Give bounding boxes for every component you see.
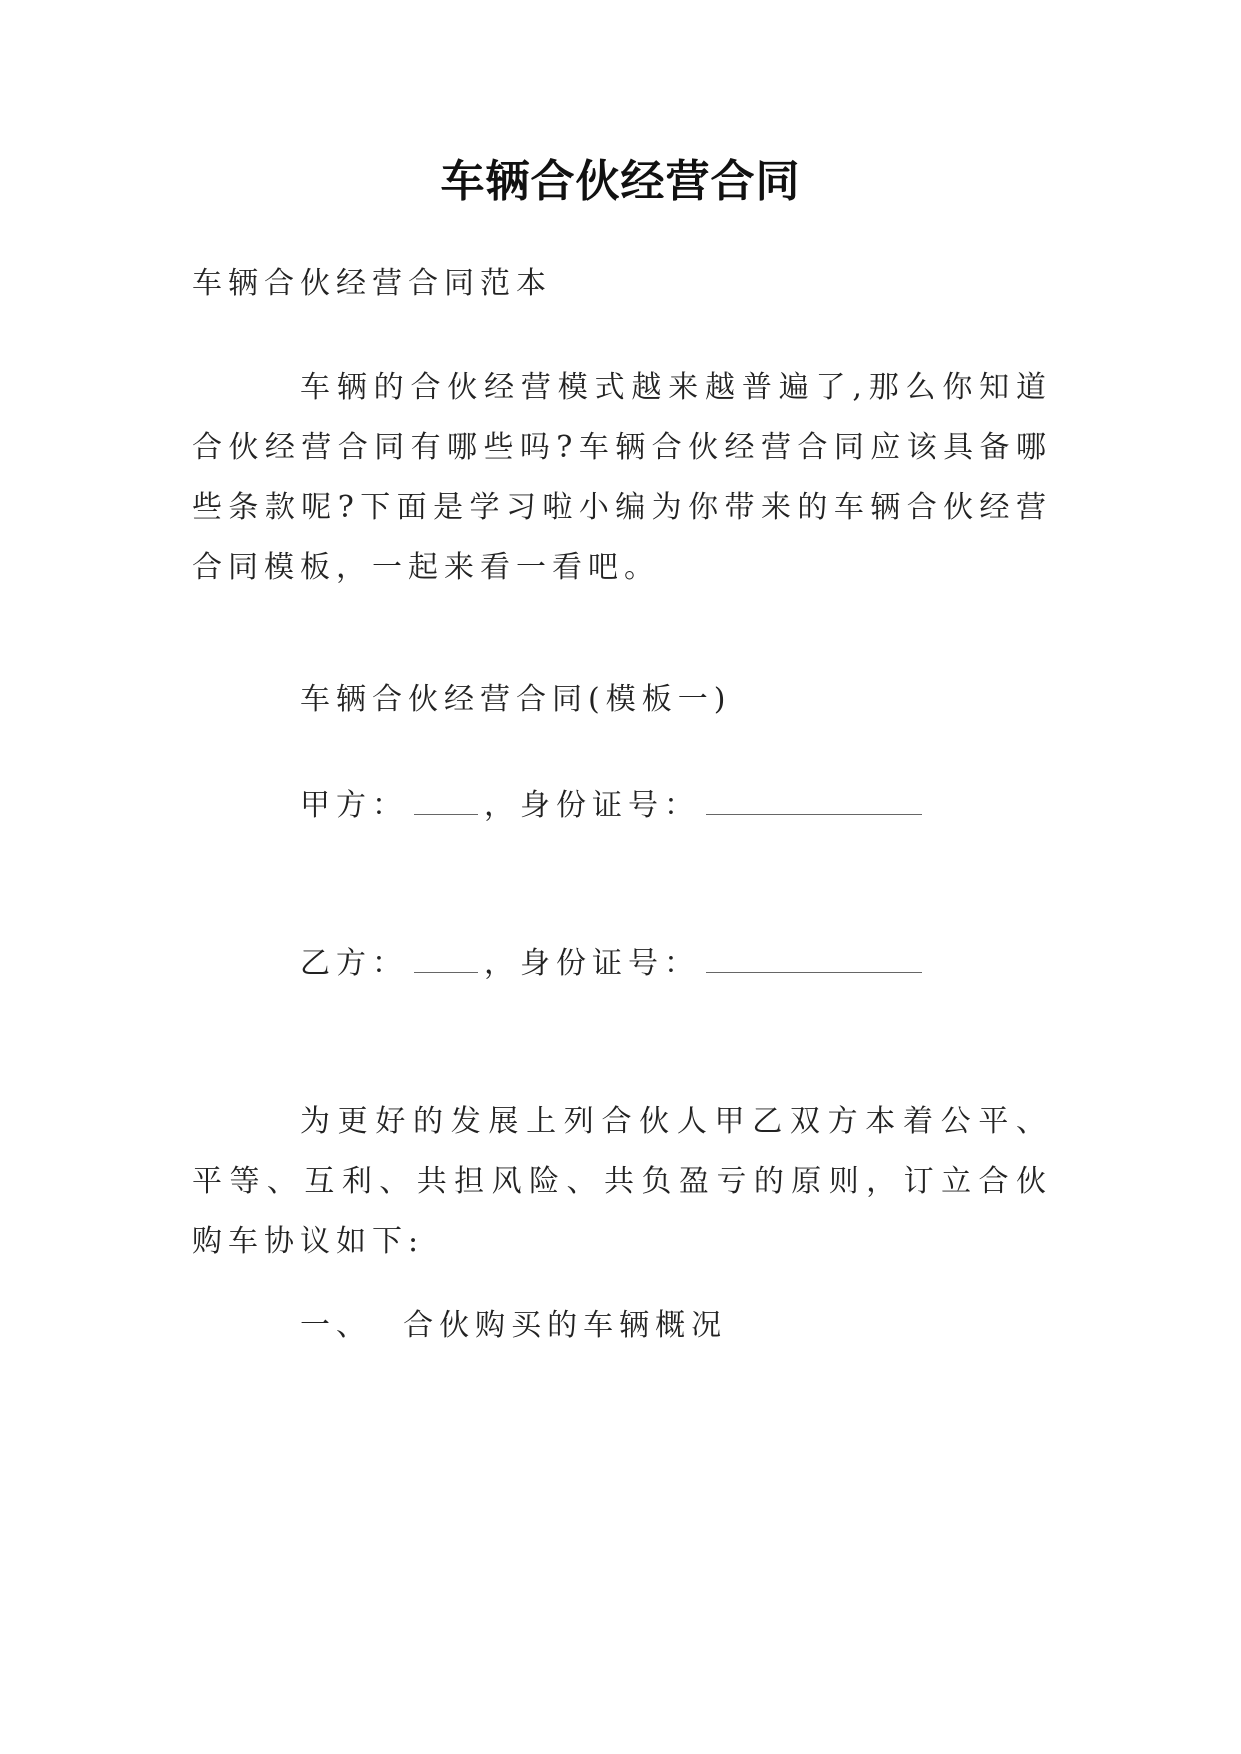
party-a-id-label: ，身份证号： [484,788,700,823]
template-heading: 车辆合伙经营合同(模板一) [300,682,732,717]
party-b-label: 乙方： [300,946,408,981]
intro-paragraph: 车辆的合伙经营模式越来越普遍了,那么你知道合伙经营合同有哪些吗?车辆合伙经营合同应该具备哪些条款呢?下面是学习啦小编为你带来的车辆合伙经营合同模板，一起来看一看吧。 [192,370,1052,585]
party-b-id-label: ，身份证号： [484,946,700,981]
party-a-id-blank[interactable] [706,790,922,815]
section-1-heading: 一、 合伙购买的车辆概况 [300,1308,728,1343]
agreement-paragraph: 为更好的发展上列合伙人甲乙双方本着公平、平等、互利、共担风险、共负盈亏的原则，订立合伙购车协议如下: [192,1104,1052,1259]
party-a-line [300,786,922,826]
party-b-line [300,944,922,984]
document-title: 车辆合伙经营合同 [440,156,801,207]
party-a-name-blank[interactable] [414,790,478,815]
party-a-label: 甲方： [300,788,408,823]
party-b-id-blank[interactable] [706,948,922,973]
document-subtitle: 车辆合伙经营合同范本 [192,266,552,301]
party-b-name-blank[interactable] [414,948,478,973]
